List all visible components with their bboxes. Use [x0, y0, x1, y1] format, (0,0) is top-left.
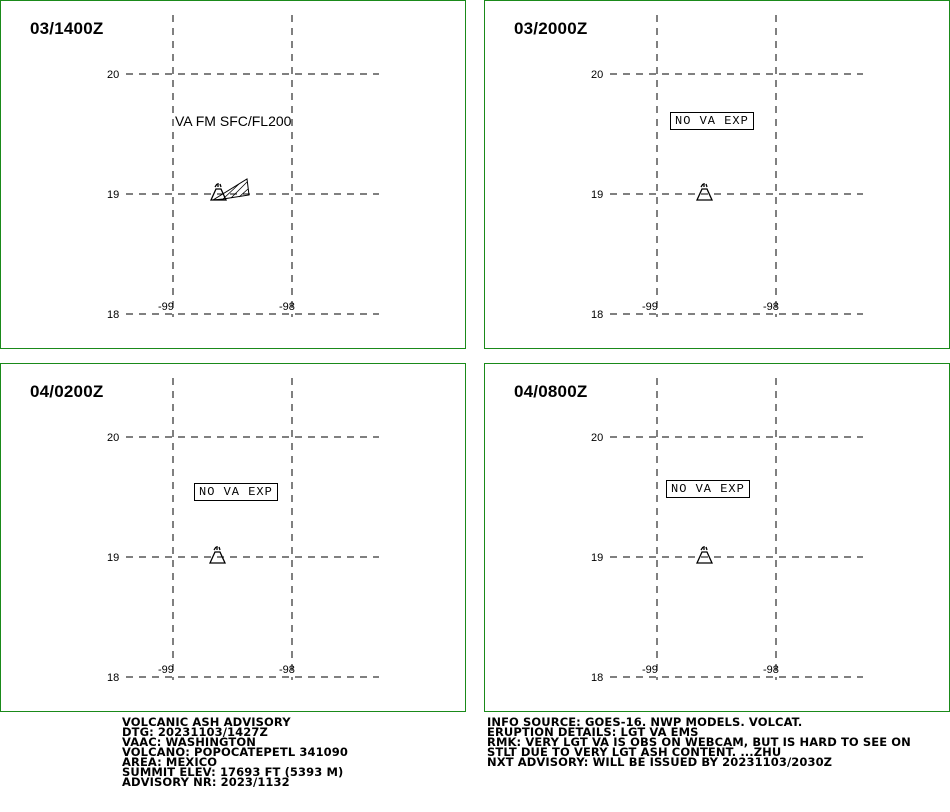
- map-grid-3: [1, 364, 467, 713]
- volcano-icon: [210, 546, 225, 563]
- forecast-panel-3: [0, 363, 466, 712]
- forecast-panel-2: [484, 0, 950, 349]
- lat-label-18: 18: [591, 672, 604, 684]
- lat-label-19: 19: [591, 189, 604, 201]
- advisory-remark-1: RMK: VERY LGT VA IS OBS ON WEBCAM, BUT IS HARD TO SEE ON: [487, 735, 911, 749]
- advisory-info-source: INFO SOURCE: GOES-16. NWP MODELS. VOLCAT.: [487, 715, 803, 729]
- lon-label-99: -99: [158, 301, 174, 313]
- ash-layer-label: VA FM SFC/FL200: [175, 113, 292, 129]
- map-grid-4: [485, 364, 950, 713]
- map-grid-1: [1, 1, 467, 350]
- lat-label-20: 20: [107, 69, 120, 81]
- forecast-panel-1: [0, 0, 466, 349]
- advisory-area: AREA: MEXICO: [122, 755, 218, 769]
- panel-time-label: 03/2000Z: [514, 19, 588, 38]
- map-grid-2: [485, 1, 950, 350]
- advisory-summit-elev: SUMMIT ELEV: 17693 FT (5393 M): [122, 765, 344, 779]
- no-va-exp-label: NO VA EXP: [666, 480, 750, 498]
- no-va-exp-label: NO VA EXP: [670, 112, 754, 130]
- volcano-icon: [697, 546, 712, 563]
- ash-area-hatch: [223, 182, 248, 199]
- advisory-remark-2: STLT DUE TO VERY LGT ASH CONTENT. ...ZHU: [487, 745, 782, 759]
- lat-label-20: 20: [107, 432, 120, 444]
- advisory-dtg: DTG: 20231103/1427Z: [122, 725, 268, 739]
- advisory-title: VOLCANIC ASH ADVISORY: [122, 715, 291, 729]
- lat-label-20: 20: [591, 432, 604, 444]
- advisory-vaac: VAAC: WASHINGTON: [122, 735, 256, 749]
- lon-label-98: -98: [763, 664, 779, 676]
- lat-label-18: 18: [591, 309, 604, 321]
- lat-label-18: 18: [107, 309, 120, 321]
- volcano-icon: [211, 183, 226, 200]
- lat-label-20: 20: [591, 69, 604, 81]
- lon-label-98: -98: [279, 301, 295, 313]
- no-va-exp-label: NO VA EXP: [194, 483, 278, 501]
- volcano-icon: [697, 183, 712, 200]
- lat-label-18: 18: [107, 672, 120, 684]
- panel-time-label: 03/1400Z: [30, 19, 104, 38]
- lat-label-19: 19: [107, 189, 120, 201]
- lat-label-19: 19: [591, 552, 604, 564]
- lon-label-99: -99: [158, 664, 174, 676]
- panel-time-label: 04/0800Z: [514, 382, 588, 401]
- advisory-info-right: [487, 717, 911, 767]
- lon-label-99: -99: [642, 301, 658, 313]
- advisory-next: NXT ADVISORY: WILL BE ISSUED BY 20231103/2030Z: [487, 755, 833, 769]
- lat-label-19: 19: [107, 552, 120, 564]
- lon-label-98: -98: [763, 301, 779, 313]
- advisory-eruption-details: ERUPTION DETAILS: LGT VA EMS: [487, 725, 699, 739]
- panel-time-label: 04/0200Z: [30, 382, 104, 401]
- forecast-panel-4: [484, 363, 950, 712]
- lon-label-98: -98: [279, 664, 295, 676]
- lon-label-99: -99: [642, 664, 658, 676]
- advisory-number: ADVISORY NR: 2023/1132: [122, 775, 290, 789]
- advisory-info-left: [122, 717, 348, 787]
- advisory-volcano: VOLCANO: POPOCATEPETL 341090: [122, 745, 348, 759]
